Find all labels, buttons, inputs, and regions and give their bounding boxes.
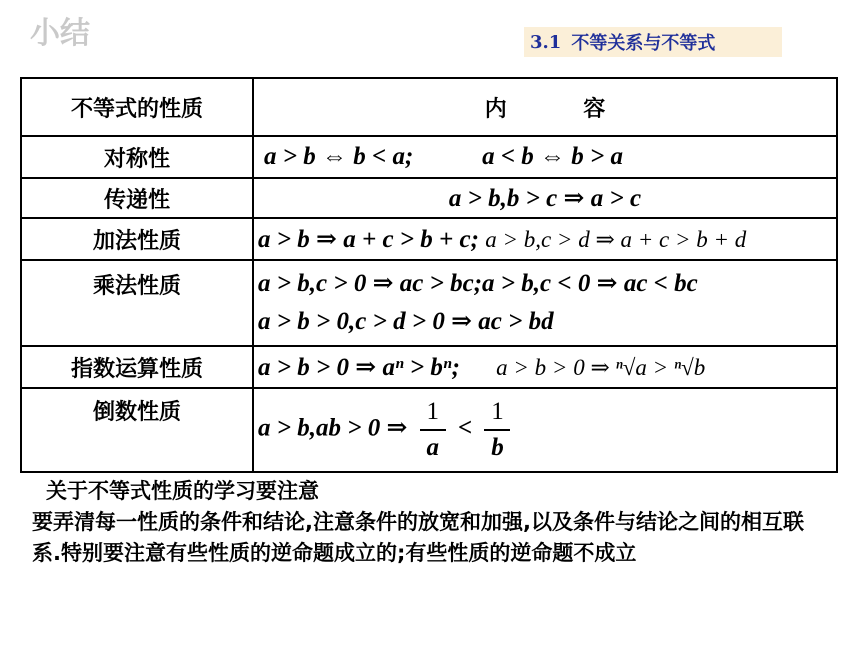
slide-title: 小结 <box>30 16 90 51</box>
fraction-2-denominator: b <box>491 434 504 461</box>
table-row <box>21 218 837 260</box>
notes-heading: 关于不等式性质的学习要注意 <box>46 479 319 503</box>
fraction-1-over-a <box>420 395 446 465</box>
table-row <box>21 260 837 346</box>
table-row <box>21 178 837 218</box>
content-transitivity: a > b,b > c ⇒ a > c <box>253 178 837 218</box>
section-badge <box>524 27 782 57</box>
content-addition <box>253 218 837 260</box>
property-exponent: 指数运算性质 <box>21 346 253 388</box>
property-reciprocal: 倒数性质 <box>21 388 253 472</box>
fraction-1-numerator: 1 <box>426 398 439 425</box>
table-row <box>21 346 837 388</box>
exponent-rule-1: a > b > 0 ⇒ aⁿ > bⁿ; <box>258 354 460 381</box>
table-row <box>21 136 837 178</box>
section-title: 不等关系与不等式 <box>571 33 716 54</box>
multiplication-line-1: a > b,c > 0 ⇒ ac > bc;a > b,c < 0 ⇒ ac < bc <box>258 270 698 297</box>
notes-body: 要弄清每一性质的条件和结论,注意条件的放宽和加强,以及条件与结论之间的相互联系.特别要注意有些性质的逆命题成立的;有些性质的逆命题不成立 <box>32 510 804 565</box>
study-notes <box>32 476 832 569</box>
property-symmetry: 对称性 <box>21 136 253 178</box>
fraction-1-over-b <box>484 395 510 465</box>
table-row <box>21 388 837 472</box>
property-multiplication: 乘法性质 <box>21 260 253 346</box>
table-header-row <box>21 78 837 136</box>
reciprocal-premise: a > b,ab > 0 ⇒ <box>258 414 408 442</box>
content-symmetry: a > b ⇔ b < a; a < b ⇔ b > a <box>253 136 837 178</box>
content-reciprocal <box>253 388 837 472</box>
property-transitivity: 传递性 <box>21 178 253 218</box>
content-exponent <box>253 346 837 388</box>
fraction-1-denominator: a <box>426 434 439 461</box>
inequality-properties-table <box>20 77 838 473</box>
less-than-sign: < <box>457 414 473 442</box>
header-content: 内 容 <box>253 78 837 136</box>
multiplication-line-2: a > b > 0,c > d > 0 ⇒ ac > bd <box>258 308 554 335</box>
header-property: 不等式的性质 <box>21 78 253 136</box>
content-multiplication <box>253 260 837 346</box>
section-number: 3.1 <box>530 31 562 53</box>
fraction-2-numerator: 1 <box>491 398 504 425</box>
addition-rule-2: a > b,c > d ⇒ a + c > b + d <box>485 227 747 252</box>
property-addition: 加法性质 <box>21 218 253 260</box>
addition-rule-1: a > b ⇒ a + c > b + c; <box>258 226 479 253</box>
exponent-rule-2: a > b > 0 ⇒ ⁿ√a > ⁿ√b <box>496 355 706 380</box>
